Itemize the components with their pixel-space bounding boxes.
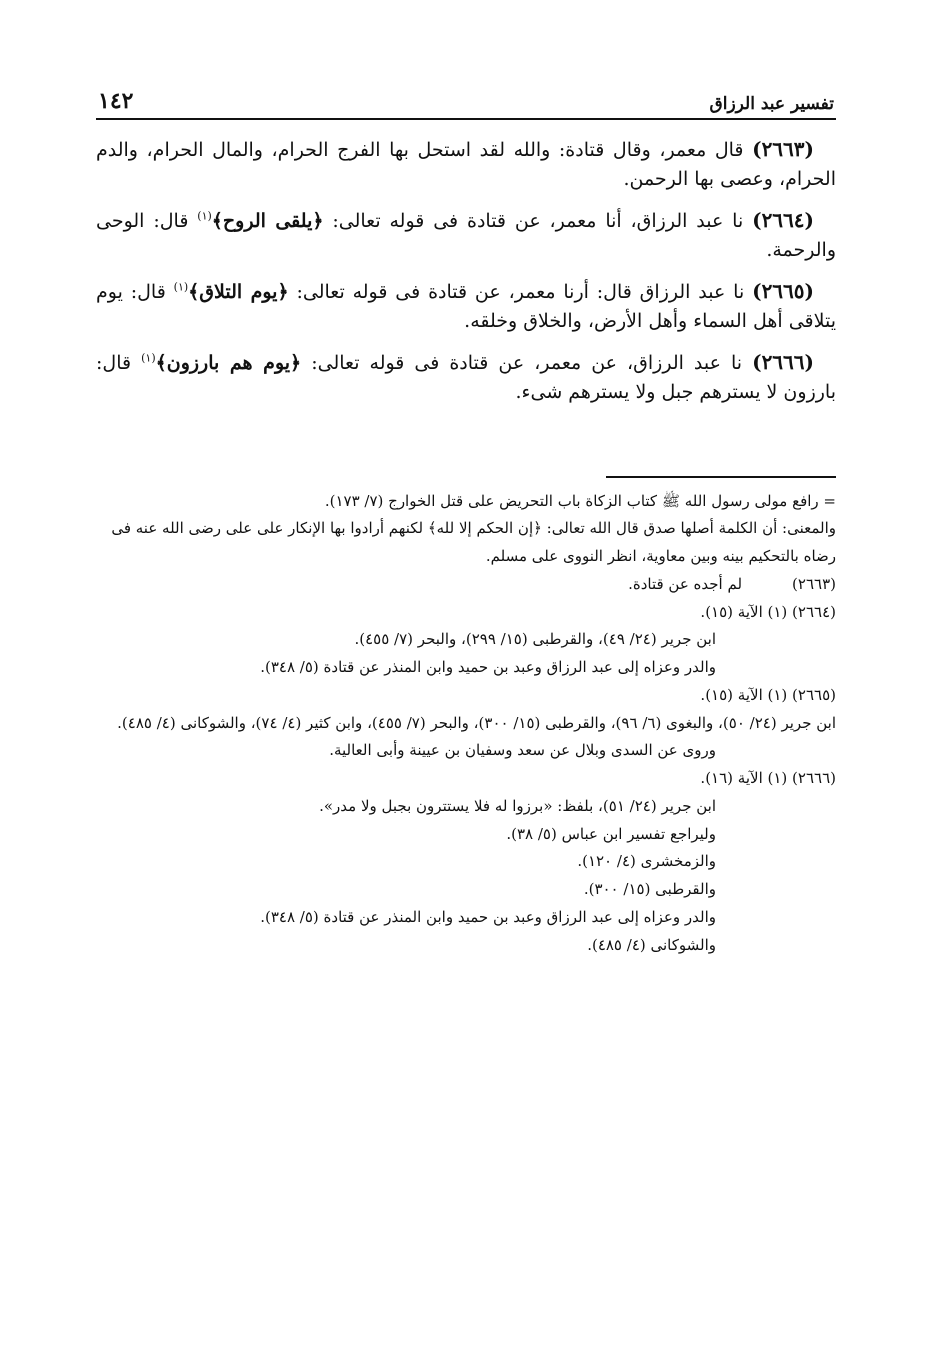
footnote-number: (٢٦٦٣): [792, 574, 836, 593]
footnote-line: والشوكانى (٤/ ٤٨٥).: [587, 935, 716, 954]
entry-2663: [96, 134, 836, 195]
footnote-line: ابن جرير (٢٤/ ٥٠)، والبغوى (٦/ ٩٦)، والقرطبى (١٥/ ٣٠٠)، والبحر (٧/ ٤٥٥)، وابن كثير (٤/ ٧٤)، والشوكانى (٤/ ٤٨٥).: [117, 713, 836, 732]
footnote-2665-head: (٢٦٦٥) (١) الآية (١٥).: [700, 685, 836, 704]
entry-2666: [96, 347, 836, 408]
entry-text: نا عبد الرزاق، أنا معمر، عن قتادة فى قوله تعالى:: [323, 209, 753, 232]
footnotes: [96, 488, 836, 960]
entry-number: (٢٦٦٣): [752, 137, 814, 161]
footnote-line: والزمخشرى (٤/ ١٢٠).: [577, 852, 716, 871]
page-header: [96, 78, 836, 120]
entry-number: (٢٦٦٤): [752, 207, 814, 232]
footnote-text: لم أجده عن قتادة.: [628, 574, 743, 593]
footnote-2664-head: (٢٦٦٤) (١) الآية (١٥).: [700, 602, 836, 621]
entry-text: قال: يوم يتلاقى أهل السماء وأهل الأرض، والخلاق وخلقه.: [96, 280, 836, 333]
footnote-line: ابن جرير (٢٤/ ٤٩)، والقرطبى (١٥/ ٢٩٩)، والبحر (٧/ ٤٥٥).: [354, 630, 716, 649]
footnote-meaning: والمعنى: أن الكلمة أصلها صدق قال الله تعالى: ﴿إن الحكم إلا لله﴾ لكنهم أرادوا بها الإنكار على على رضى الله عنه فى رضاه بالتحكيم بينه وبين معاوية، انظر النووى على مسلم.: [111, 519, 836, 565]
footnote-line: والدر وعزاه إلى عبد الرزاق وعبد بن حميد وابن المنذر عن قتادة (٥/ ٣٤٨).: [260, 658, 716, 676]
quran-quote: ﴿يوم هم بارزون﴾: [155, 351, 302, 374]
footnote-2666-head: (٢٦٦٦) (١) الآية (١٦).: [700, 769, 836, 787]
entry-text: نا عبد الرزاق، عن معمر، عن قتادة فى قوله تعالى:: [301, 351, 753, 374]
entry-text: قال: الوحى والرحمة.: [96, 209, 836, 262]
entry-2665: [96, 276, 836, 337]
page-number: ١٤٢: [98, 88, 134, 114]
footnote-ref: (١): [141, 351, 156, 365]
quran-quote: ﴿يلقى الروح﴾: [211, 209, 324, 232]
entry-text: قال: بارزون لا يسترهم جبل ولا يسترهم شىء.: [96, 351, 836, 404]
footnote-continued: = رافع مولى رسول الله ﷺ كتاب الزكاة باب التحريض على قتل الخوارج (٧/ ١٧٣).: [324, 491, 836, 510]
footnote-line: ابن جرير (٢٤/ ٥١)، بلفظ: «برزوا له فلا يستترون بجبل ولا مدر».: [319, 796, 716, 815]
entry-number: (٢٦٦٥): [752, 278, 814, 303]
main-text: [96, 134, 836, 408]
quran-quote: ﴿يوم التلاق﴾: [188, 280, 289, 303]
entry-2664: [96, 205, 836, 266]
book-title: تفسير عبد الرزاق: [709, 94, 834, 114]
entry-text: قال معمر، وقال قتادة: والله لقد استحل بها الفرج الحرام، والمال الحرام، والدم الحرام، وعصى بها الرحمن.: [96, 139, 836, 191]
entry-text: نا عبد الرزاق قال: أرنا معمر، عن قتادة فى قوله تعالى:: [288, 280, 753, 303]
footnote-2663: [96, 571, 836, 599]
footnote-divider: [606, 476, 836, 478]
entry-number: (٢٦٦٦): [752, 349, 814, 374]
book-page: [96, 78, 836, 959]
footnote-line: والدر وعزاه إلى عبد الرزاق وعبد بن حميد وابن المنذر عن قتادة (٥/ ٣٤٨).: [260, 907, 716, 926]
footnote-ref: (١): [197, 209, 212, 223]
footnote-line: وروى عن السدى وبلال عن سعد وسفيان بن عيينة وأبى العالية.: [329, 741, 716, 760]
footnote-line: والقرطبى (١٥/ ٣٠٠).: [583, 880, 716, 898]
footnote-ref: (١): [173, 280, 189, 294]
footnote-line: وليراجع تفسير ابن عباس (٥/ ٣٨).: [506, 824, 716, 843]
